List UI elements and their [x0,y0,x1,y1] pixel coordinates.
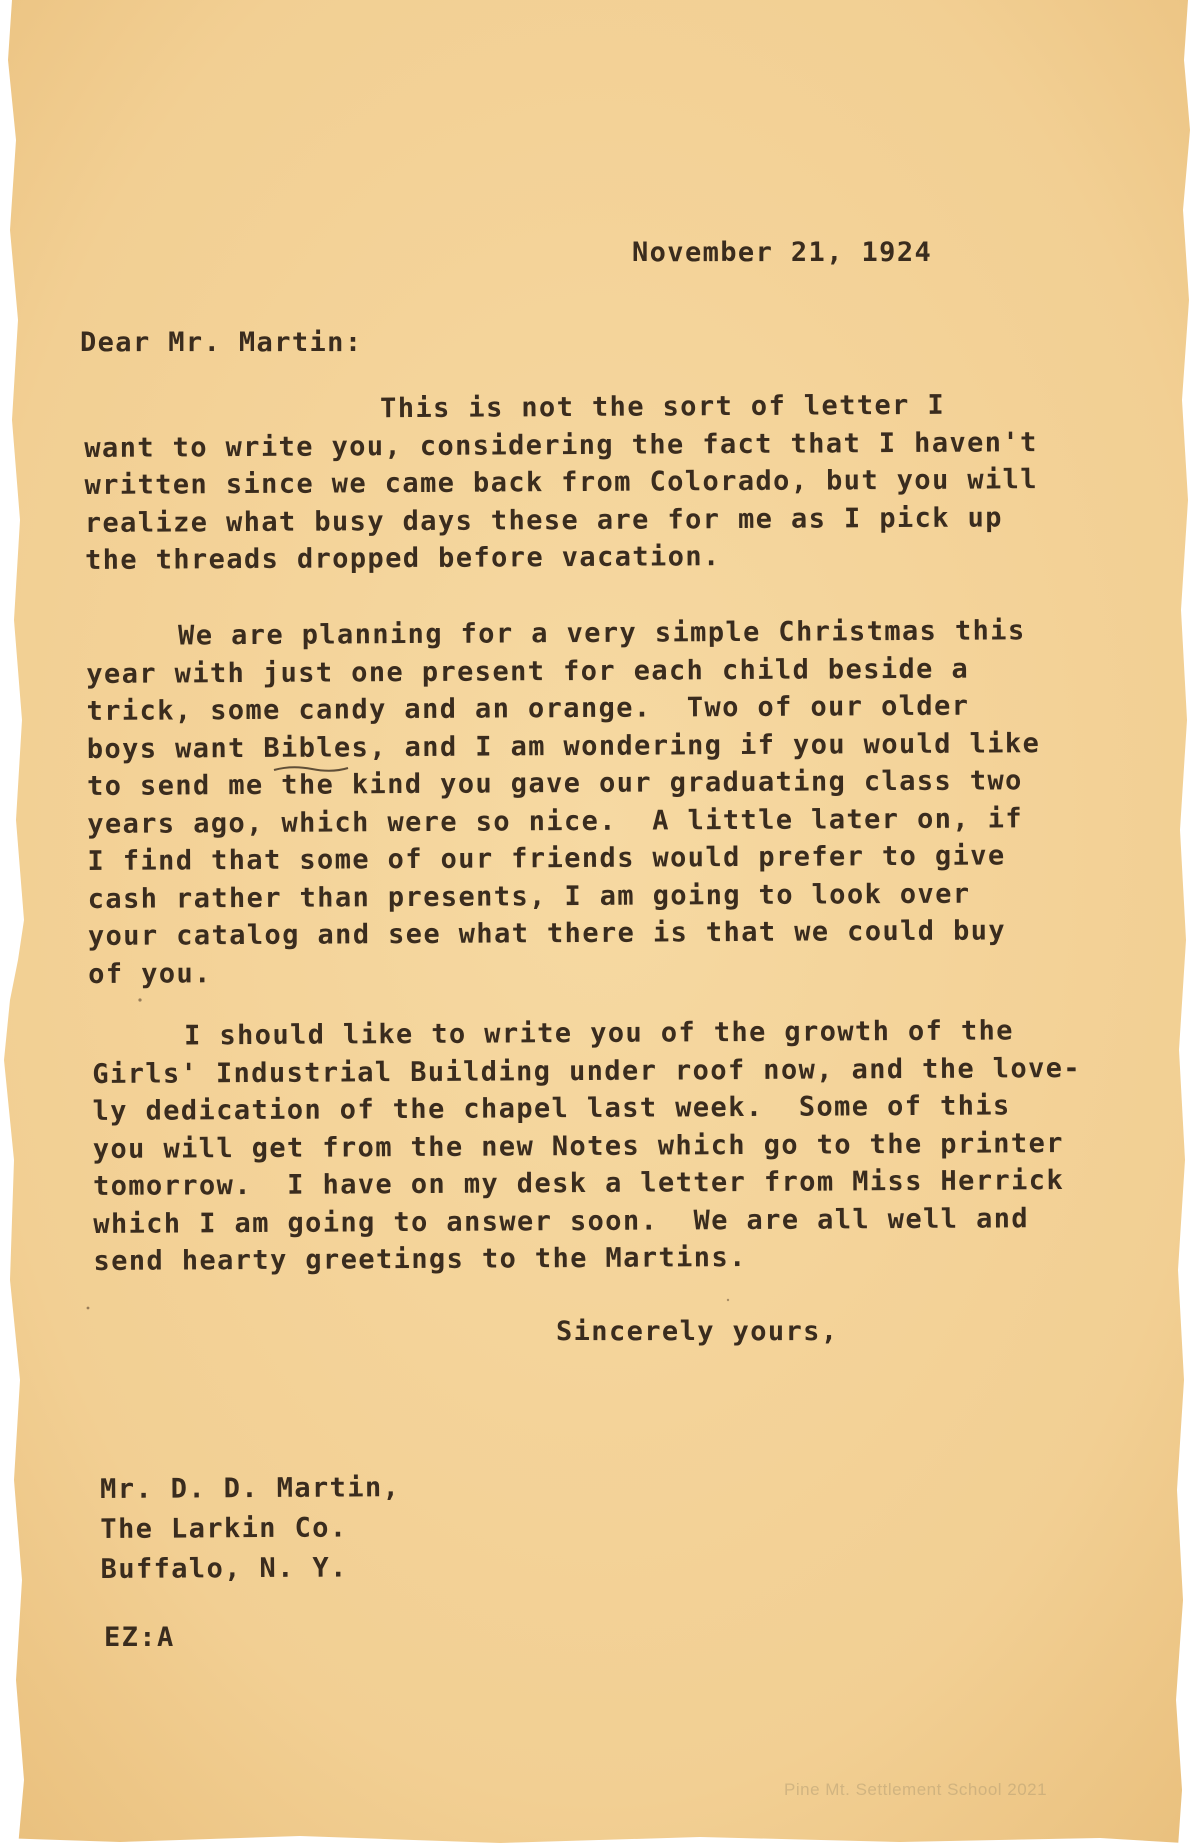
paragraph-3 [92,1012,1082,1281]
paragraph-line: This is not the sort of letter I [380,389,946,425]
paragraph-line: Girls' Industrial Building under roof now, and the love- [92,1052,1082,1090]
paragraph-line: We are planning for a very simple Christmas this [178,615,1026,652]
recipient-address [100,1468,401,1590]
paragraph-line: boys want Bibles, and I am wondering if you would like [86,727,1041,765]
typist-initials: EZ:A [104,1622,175,1653]
paragraph-line: years ago, which were so nice. A little later on, if [87,802,1024,840]
paragraph-line: tomorrow. I have on my desk a letter from Miss Herrick [92,1165,1065,1202]
address-line: The Larkin Co. [100,1512,348,1545]
paragraph-line: send hearty greetings to the Martins. [93,1242,747,1277]
paragraph-line: ly dedication of the chapel last week. Some of this [92,1090,1011,1127]
archive-watermark: Pine Mt. Settlement School 2021 [784,1780,1048,1799]
address-line: Buffalo, N. Y. [100,1552,348,1585]
paragraph-line: of you. [88,957,212,990]
paragraph-line: realize what busy days these are for me as I pick up [84,501,1003,539]
paragraph-line: year with just one present for each child beside a [86,653,970,690]
handwritten-underline-mark [272,763,350,775]
letter-date: November 21, 1924 [632,237,933,268]
paragraph-line: I should like to write you of the growth of the [184,1015,1015,1052]
address-line: Mr. D. D. Martin, [100,1472,401,1505]
closing: Sincerely yours, [556,1316,839,1347]
paragraph-line: cash rather than presents, I am going to look over [87,878,971,915]
paragraph-line: the threads dropped before vacation. [84,541,721,576]
paragraph-line: trick, some candy and an orange. Two of our older [86,690,970,727]
paragraph-line: I find that some of our friends would prefer to give [87,840,1006,877]
paragraph-line: want to write you, considering the fact that I haven't [84,426,1038,464]
paragraph-line: written since we came back from Colorado, but you will [84,464,1039,501]
paragraph-line: which I am going to answer soon. We are all well and [93,1202,1030,1240]
paragraph-line: your catalog and see what there is that we could buy [87,915,1007,952]
salutation: Dear Mr. Martin: [80,327,363,358]
paragraph-1 [84,386,1039,579]
paragraph-2 [86,612,1042,993]
paragraph-line: you will get from the new Notes which go to the printer [92,1127,1064,1165]
paragraph-line: to send me the kind you gave our graduating class two [86,765,1023,802]
